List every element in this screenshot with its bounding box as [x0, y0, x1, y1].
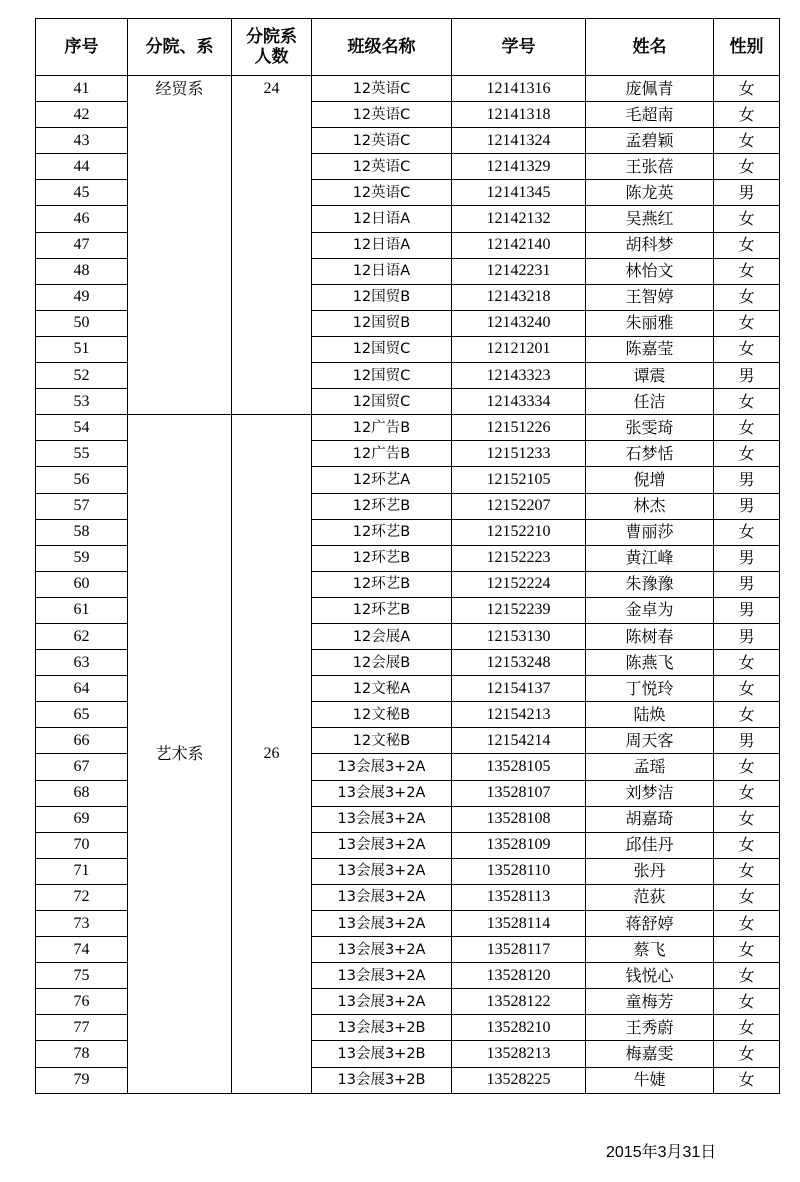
cell-student-id: 12153130 — [452, 623, 586, 649]
cell-class: 13会展3+2B — [312, 1015, 452, 1041]
cell-seq: 60 — [36, 571, 128, 597]
cell-class: 12广告B — [312, 415, 452, 441]
cell-student-id: 12153248 — [452, 650, 586, 676]
cell-seq: 79 — [36, 1067, 128, 1093]
cell-gender: 男 — [714, 493, 780, 519]
cell-student-id: 13528110 — [452, 858, 586, 884]
cell-class: 12环艺B — [312, 493, 452, 519]
cell-student-id: 12154137 — [452, 676, 586, 702]
cell-student-id: 12143323 — [452, 363, 586, 389]
cell-class: 12日语A — [312, 206, 452, 232]
cell-seq: 46 — [36, 206, 128, 232]
cell-name: 陈树春 — [586, 623, 714, 649]
cell-gender: 女 — [714, 989, 780, 1015]
cell-seq: 53 — [36, 389, 128, 415]
cell-student-id: 12141345 — [452, 180, 586, 206]
cell-name: 毛超南 — [586, 102, 714, 128]
cell-seq: 43 — [36, 128, 128, 154]
header-gender: 性别 — [714, 19, 780, 76]
cell-gender: 女 — [714, 676, 780, 702]
cell-seq: 68 — [36, 780, 128, 806]
cell-name: 王智婷 — [586, 284, 714, 310]
cell-name: 童梅芳 — [586, 989, 714, 1015]
cell-name: 林怡文 — [586, 258, 714, 284]
cell-student-id: 12152223 — [452, 545, 586, 571]
cell-class: 12广告B — [312, 441, 452, 467]
cell-class: 12环艺B — [312, 571, 452, 597]
cell-student-id: 13528122 — [452, 989, 586, 1015]
cell-name: 刘梦洁 — [586, 780, 714, 806]
cell-student-id: 12152207 — [452, 493, 586, 519]
cell-seq: 71 — [36, 858, 128, 884]
cell-seq: 70 — [36, 832, 128, 858]
cell-seq: 57 — [36, 493, 128, 519]
cell-gender: 女 — [714, 806, 780, 832]
cell-seq: 41 — [36, 76, 128, 102]
cell-name: 周天客 — [586, 728, 714, 754]
cell-name: 陆焕 — [586, 702, 714, 728]
cell-student-id: 12151226 — [452, 415, 586, 441]
cell-seq: 77 — [36, 1015, 128, 1041]
cell-gender: 女 — [714, 1015, 780, 1041]
cell-gender: 男 — [714, 467, 780, 493]
cell-class: 12英语C — [312, 128, 452, 154]
cell-seq: 78 — [36, 1041, 128, 1067]
cell-gender: 女 — [714, 754, 780, 780]
cell-name: 牛婕 — [586, 1067, 714, 1093]
cell-seq: 75 — [36, 963, 128, 989]
cell-student-id: 12152105 — [452, 467, 586, 493]
cell-dept-count: 24 — [232, 76, 312, 415]
cell-gender: 女 — [714, 702, 780, 728]
cell-name: 谭震 — [586, 363, 714, 389]
header-row — [36, 19, 780, 76]
cell-name: 孟瑶 — [586, 754, 714, 780]
cell-seq: 48 — [36, 258, 128, 284]
cell-gender: 女 — [714, 963, 780, 989]
header-dept: 分院、系 — [128, 19, 232, 76]
footer-date: 2015年3月31日 — [606, 1144, 717, 1161]
cell-seq: 55 — [36, 441, 128, 467]
cell-student-id: 13528114 — [452, 911, 586, 937]
cell-name: 范荻 — [586, 884, 714, 910]
cell-seq: 72 — [36, 884, 128, 910]
cell-class: 12国贸C — [312, 389, 452, 415]
cell-class: 12日语A — [312, 232, 452, 258]
cell-seq: 65 — [36, 702, 128, 728]
cell-student-id: 12143240 — [452, 310, 586, 336]
cell-student-id: 12142132 — [452, 206, 586, 232]
cell-class: 13会展3+2A — [312, 884, 452, 910]
cell-name: 陈龙英 — [586, 180, 714, 206]
cell-student-id: 12141329 — [452, 154, 586, 180]
cell-class: 13会展3+2A — [312, 832, 452, 858]
cell-gender: 女 — [714, 780, 780, 806]
cell-class: 13会展3+2A — [312, 937, 452, 963]
cell-student-id: 13528113 — [452, 884, 586, 910]
cell-student-id: 13528225 — [452, 1067, 586, 1093]
student-roster-table — [35, 18, 780, 1094]
cell-gender: 女 — [714, 310, 780, 336]
header-class: 班级名称 — [312, 19, 452, 76]
header-name: 姓名 — [586, 19, 714, 76]
cell-class: 12国贸B — [312, 284, 452, 310]
cell-student-id: 12152224 — [452, 571, 586, 597]
cell-name: 王张蓓 — [586, 154, 714, 180]
cell-seq: 56 — [36, 467, 128, 493]
cell-gender: 女 — [714, 937, 780, 963]
cell-class: 12会展B — [312, 650, 452, 676]
cell-gender: 女 — [714, 650, 780, 676]
cell-gender: 女 — [714, 858, 780, 884]
cell-seq: 62 — [36, 623, 128, 649]
cell-seq: 50 — [36, 310, 128, 336]
cell-seq: 66 — [36, 728, 128, 754]
cell-student-id: 13528210 — [452, 1015, 586, 1041]
cell-class: 12英语C — [312, 154, 452, 180]
cell-student-id: 12141324 — [452, 128, 586, 154]
cell-student-id: 13528120 — [452, 963, 586, 989]
cell-class: 12环艺B — [312, 597, 452, 623]
cell-class: 12英语C — [312, 76, 452, 102]
cell-class: 12国贸B — [312, 310, 452, 336]
cell-class: 13会展3+2A — [312, 806, 452, 832]
cell-seq: 76 — [36, 989, 128, 1015]
cell-student-id: 13528109 — [452, 832, 586, 858]
cell-class: 12环艺A — [312, 467, 452, 493]
cell-name: 胡科梦 — [586, 232, 714, 258]
cell-name: 蔡飞 — [586, 937, 714, 963]
cell-gender: 男 — [714, 571, 780, 597]
cell-name: 胡嘉琦 — [586, 806, 714, 832]
header-count-line1: 分院系 — [246, 27, 297, 47]
cell-gender: 男 — [714, 363, 780, 389]
cell-seq: 73 — [36, 911, 128, 937]
cell-seq: 61 — [36, 597, 128, 623]
cell-name: 张丹 — [586, 858, 714, 884]
cell-class: 13会展3+2A — [312, 989, 452, 1015]
cell-gender: 女 — [714, 336, 780, 362]
cell-name: 倪增 — [586, 467, 714, 493]
cell-name: 金卓为 — [586, 597, 714, 623]
cell-seq: 64 — [36, 676, 128, 702]
cell-student-id: 12143334 — [452, 389, 586, 415]
cell-seq: 42 — [36, 102, 128, 128]
cell-department: 经贸系 — [128, 76, 232, 415]
cell-gender: 女 — [714, 128, 780, 154]
cell-student-id: 13528105 — [452, 754, 586, 780]
cell-class: 12环艺B — [312, 545, 452, 571]
cell-gender: 男 — [714, 597, 780, 623]
cell-student-id: 12142231 — [452, 258, 586, 284]
cell-department: 艺术系 — [128, 415, 232, 1093]
cell-seq: 45 — [36, 180, 128, 206]
cell-gender: 女 — [714, 154, 780, 180]
cell-name: 陈燕飞 — [586, 650, 714, 676]
cell-student-id: 12143218 — [452, 284, 586, 310]
cell-name: 吴燕红 — [586, 206, 714, 232]
cell-seq: 47 — [36, 232, 128, 258]
cell-name: 林杰 — [586, 493, 714, 519]
cell-class: 12国贸C — [312, 363, 452, 389]
cell-student-id: 12121201 — [452, 336, 586, 362]
cell-gender: 女 — [714, 832, 780, 858]
table-row — [36, 76, 780, 102]
cell-gender: 女 — [714, 232, 780, 258]
cell-gender: 女 — [714, 441, 780, 467]
cell-student-id: 12152239 — [452, 597, 586, 623]
cell-class: 13会展3+2A — [312, 963, 452, 989]
cell-name: 钱悦心 — [586, 963, 714, 989]
cell-name: 朱豫豫 — [586, 571, 714, 597]
cell-seq: 74 — [36, 937, 128, 963]
cell-name: 庞佩青 — [586, 76, 714, 102]
cell-class: 12文秘B — [312, 702, 452, 728]
cell-name: 王秀蔚 — [586, 1015, 714, 1041]
header-seq: 序号 — [36, 19, 128, 76]
cell-gender: 女 — [714, 415, 780, 441]
cell-gender: 女 — [714, 519, 780, 545]
cell-student-id: 12141316 — [452, 76, 586, 102]
cell-gender: 男 — [714, 623, 780, 649]
cell-gender: 女 — [714, 76, 780, 102]
cell-gender: 男 — [714, 728, 780, 754]
cell-gender: 男 — [714, 545, 780, 571]
cell-gender: 女 — [714, 884, 780, 910]
cell-name: 石梦恬 — [586, 441, 714, 467]
cell-class: 13会展3+2A — [312, 911, 452, 937]
cell-seq: 49 — [36, 284, 128, 310]
cell-class: 12会展A — [312, 623, 452, 649]
cell-student-id: 13528108 — [452, 806, 586, 832]
cell-class: 12文秘B — [312, 728, 452, 754]
cell-student-id: 12141318 — [452, 102, 586, 128]
cell-student-id: 12154214 — [452, 728, 586, 754]
cell-gender: 女 — [714, 389, 780, 415]
cell-class: 13会展3+2B — [312, 1067, 452, 1093]
header-count — [232, 19, 312, 76]
cell-seq: 51 — [36, 336, 128, 362]
cell-name: 任洁 — [586, 389, 714, 415]
cell-dept-count: 26 — [232, 415, 312, 1093]
cell-student-id: 13528213 — [452, 1041, 586, 1067]
cell-seq: 44 — [36, 154, 128, 180]
cell-class: 12英语C — [312, 102, 452, 128]
cell-class: 12环艺B — [312, 519, 452, 545]
cell-student-id: 13528117 — [452, 937, 586, 963]
cell-student-id: 12154213 — [452, 702, 586, 728]
cell-name: 张雯琦 — [586, 415, 714, 441]
cell-seq: 63 — [36, 650, 128, 676]
header-count-line2: 人数 — [254, 47, 289, 67]
cell-name: 孟碧颖 — [586, 128, 714, 154]
cell-seq: 69 — [36, 806, 128, 832]
cell-name: 梅嘉雯 — [586, 1041, 714, 1067]
cell-name: 邱佳丹 — [586, 832, 714, 858]
cell-class: 13会展3+2A — [312, 858, 452, 884]
cell-name: 朱丽雅 — [586, 310, 714, 336]
cell-gender: 女 — [714, 102, 780, 128]
cell-student-id: 12151233 — [452, 441, 586, 467]
cell-class: 13会展3+2A — [312, 754, 452, 780]
cell-gender: 女 — [714, 911, 780, 937]
cell-name: 蒋舒婷 — [586, 911, 714, 937]
cell-gender: 女 — [714, 206, 780, 232]
cell-name: 丁悦玲 — [586, 676, 714, 702]
cell-student-id: 12152210 — [452, 519, 586, 545]
cell-class: 12日语A — [312, 258, 452, 284]
cell-class: 12国贸C — [312, 336, 452, 362]
cell-gender: 女 — [714, 1067, 780, 1093]
cell-name: 黄江峰 — [586, 545, 714, 571]
cell-seq: 54 — [36, 415, 128, 441]
cell-student-id: 12142140 — [452, 232, 586, 258]
cell-gender: 男 — [714, 180, 780, 206]
cell-class: 13会展3+2B — [312, 1041, 452, 1067]
cell-seq: 67 — [36, 754, 128, 780]
table-row — [36, 415, 780, 441]
cell-name: 陈嘉莹 — [586, 336, 714, 362]
cell-class: 12英语C — [312, 180, 452, 206]
cell-gender: 女 — [714, 1041, 780, 1067]
roster-body — [36, 76, 780, 1094]
cell-class: 13会展3+2A — [312, 780, 452, 806]
cell-seq: 52 — [36, 363, 128, 389]
cell-seq: 59 — [36, 545, 128, 571]
cell-name: 曹丽莎 — [586, 519, 714, 545]
cell-gender: 女 — [714, 258, 780, 284]
cell-class: 12文秘A — [312, 676, 452, 702]
header-student-id: 学号 — [452, 19, 586, 76]
cell-gender: 女 — [714, 284, 780, 310]
cell-student-id: 13528107 — [452, 780, 586, 806]
cell-seq: 58 — [36, 519, 128, 545]
